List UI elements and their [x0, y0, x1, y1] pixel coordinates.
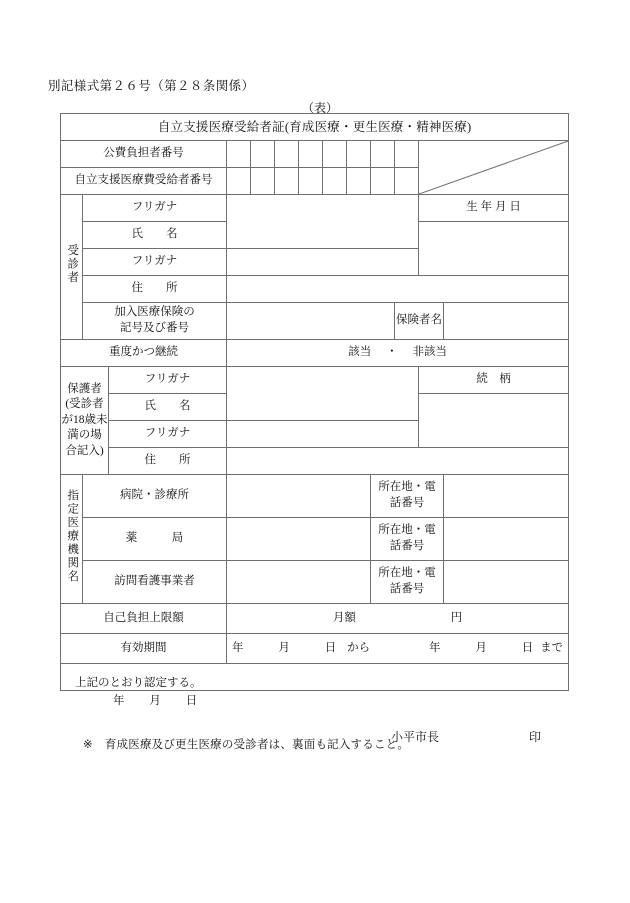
table-row-guardian-furigana: [61, 367, 569, 394]
institution-pharmacy-address-label: [371, 518, 444, 561]
institution-hospital-name-input[interactable]: [227, 475, 371, 518]
recipient-number-cell-7[interactable]: [371, 168, 395, 195]
copay-limit-value[interactable]: [227, 604, 569, 634]
guardian-relationship-label: 続 柄: [419, 367, 569, 394]
public-burden-number-cell-5[interactable]: [323, 141, 347, 168]
guardian-address-input[interactable]: [227, 448, 569, 475]
certification-date-year: 年: [113, 695, 125, 707]
insurer-name-input[interactable]: [444, 303, 569, 340]
insurance-number-label-line2: 記号及び番号: [120, 322, 189, 334]
table-row-certification: [61, 664, 569, 691]
copay-limit-label: 自己負担上限額: [61, 604, 227, 634]
valid-period-from-suffix: から: [347, 641, 371, 654]
insurance-number-label-line1: 加入医療保険の: [114, 306, 195, 319]
guardian-section-label-line1: 保護者(受診者が18歳未満の場: [61, 382, 108, 442]
guardian-section-label-line2: 合記入): [65, 444, 104, 457]
side-label: （表）: [301, 101, 338, 115]
recipient-section-label-text: 受診者: [66, 243, 79, 285]
certificate-table: [60, 113, 569, 744]
severe-continuous-option-no[interactable]: 非該当: [412, 346, 447, 359]
severe-continuous-label: 重度かつ継続: [61, 340, 227, 367]
institution-hospital-address-label: [371, 475, 444, 518]
certification-statement: 上記のとおり認定する。: [75, 677, 202, 689]
certification-date-day: 日: [185, 695, 198, 707]
institution-pharmacy-address-label-line2: 話番号: [389, 540, 425, 552]
public-burden-number-cell-8[interactable]: [395, 141, 419, 168]
table-row-guardian-address: [61, 448, 569, 475]
institution-homecare-address-input[interactable]: [444, 561, 569, 604]
public-burden-number-cell-4[interactable]: [299, 141, 323, 168]
recipient-number-cell-8[interactable]: [395, 168, 419, 195]
table-row-recipient-furigana: [61, 195, 569, 222]
table-row-recipient-address: [61, 276, 569, 303]
recipient-address-label: 住 所: [83, 276, 227, 303]
recipient-address-furigana-input[interactable]: [227, 249, 419, 276]
table-row-title: [61, 114, 569, 141]
copay-monthly-label: 月額: [332, 611, 356, 624]
valid-period-from-month: 月: [278, 641, 290, 654]
institutions-section-label: [61, 475, 83, 604]
institutions-section-label-text: 指定医療機関名: [66, 488, 79, 584]
valid-period-to-month: 月: [475, 641, 487, 654]
public-burden-number-cell-7[interactable]: [371, 141, 395, 168]
guardian-address-furigana-input[interactable]: [227, 421, 419, 448]
guardian-relationship-input[interactable]: [419, 394, 569, 448]
insurance-number-label: [83, 303, 227, 340]
recipient-number-label: 自立支援医療費受給者番号: [61, 168, 227, 195]
valid-period-value[interactable]: [227, 634, 569, 664]
table-row-institution-pharmacy: [61, 518, 569, 561]
table-row-severe-continuous: [61, 340, 569, 367]
recipient-name-label: 氏 名: [83, 222, 227, 249]
guardian-section-label: [61, 367, 109, 475]
institution-type-hospital: 病院・診療所: [83, 475, 227, 518]
institution-pharmacy-name-input[interactable]: [227, 518, 371, 561]
footnote-text: 育成医療及び更生医療の受診者は、裏面も記入すること。: [104, 739, 410, 751]
guardian-name-label: 氏 名: [109, 394, 227, 421]
certificate-title: 自立支援医療受給者証(育成医療・更生医療・精神医療): [61, 114, 569, 141]
institution-pharmacy-address-input[interactable]: [444, 518, 569, 561]
diagonal-blank-cell: [419, 141, 569, 195]
certification-block: [61, 664, 569, 744]
diagonal-line-icon: [419, 141, 568, 194]
recipient-section-label: [61, 195, 83, 340]
valid-period-to-year: 年: [429, 641, 441, 654]
public-burden-number-cell-2[interactable]: [251, 141, 275, 168]
footnote: [83, 736, 409, 752]
guardian-furigana-label: フリガナ: [109, 367, 227, 394]
public-burden-number-cell-6[interactable]: [347, 141, 371, 168]
guardian-address-label: 住 所: [109, 448, 227, 475]
institution-homecare-address-label-line2: 話番号: [389, 583, 425, 595]
recipient-address-furigana-label: フリガナ: [83, 249, 227, 276]
table-row-copay-limit: [61, 604, 569, 634]
institution-type-homecare: 訪問看護事業者: [83, 561, 227, 604]
recipient-number-cell-1[interactable]: [227, 168, 251, 195]
severe-continuous-option-yes[interactable]: 該当: [348, 346, 372, 359]
recipient-number-cell-3[interactable]: [275, 168, 299, 195]
certification-date-month: 月: [149, 695, 161, 707]
recipient-birthdate-input[interactable]: [419, 222, 569, 276]
institution-homecare-address-label: [371, 561, 444, 604]
severe-continuous-separator: ・: [386, 346, 398, 359]
valid-period-to-suffix: まで: [540, 641, 564, 654]
copay-currency-label: 円: [450, 611, 463, 624]
institution-hospital-address-input[interactable]: [444, 475, 569, 518]
guardian-name-input[interactable]: [227, 367, 419, 421]
insurer-name-label: 保険者名: [395, 303, 444, 340]
recipient-name-input[interactable]: [227, 195, 419, 249]
valid-period-label: 有効期間: [61, 634, 227, 664]
recipient-number-cell-4[interactable]: [299, 168, 323, 195]
recipient-furigana-label: フリガナ: [83, 195, 227, 222]
insurance-number-input[interactable]: [227, 303, 395, 340]
recipient-number-cell-5[interactable]: [323, 168, 347, 195]
footnote-mark: ※: [83, 739, 93, 751]
institution-pharmacy-address-label-line1: 所在地・電: [378, 524, 436, 537]
public-burden-number-cell-3[interactable]: [275, 141, 299, 168]
institution-homecare-address-label-line1: 所在地・電: [378, 567, 436, 580]
public-burden-number-label: 公費負担者番号: [61, 141, 227, 168]
recipient-number-cell-2[interactable]: [251, 168, 275, 195]
certification-issuer: 小平市長: [391, 730, 440, 744]
guardian-address-furigana-label: フリガナ: [109, 421, 227, 448]
table-row-insurance: [61, 303, 569, 340]
recipient-address-input[interactable]: [227, 276, 569, 303]
valid-period-to-day: 日: [521, 641, 534, 654]
recipient-birthdate-label: 生 年 月 日: [419, 195, 569, 222]
valid-period-from-day: 日: [324, 641, 337, 654]
public-burden-number-cell-1[interactable]: [227, 141, 251, 168]
form-number: 別記様式第２６号（第２８条関係）: [48, 79, 255, 93]
institution-hospital-address-label-line2: 話番号: [389, 497, 425, 509]
certification-date[interactable]: [113, 694, 219, 710]
institution-homecare-name-input[interactable]: [227, 561, 371, 604]
institution-hospital-address-label-line1: 所在地・電: [378, 481, 436, 494]
table-row-valid-period: [61, 634, 569, 664]
institution-type-pharmacy: 薬 局: [83, 518, 227, 561]
table-row-institution-hospital: [61, 475, 569, 518]
valid-period-from-year: 年: [232, 641, 244, 654]
severe-continuous-options[interactable]: [227, 340, 569, 367]
recipient-number-cell-6[interactable]: [347, 168, 371, 195]
table-row-public-burden-number: [61, 141, 569, 168]
table-row-institution-homecare: [61, 561, 569, 604]
seal-label: 印: [529, 730, 542, 744]
